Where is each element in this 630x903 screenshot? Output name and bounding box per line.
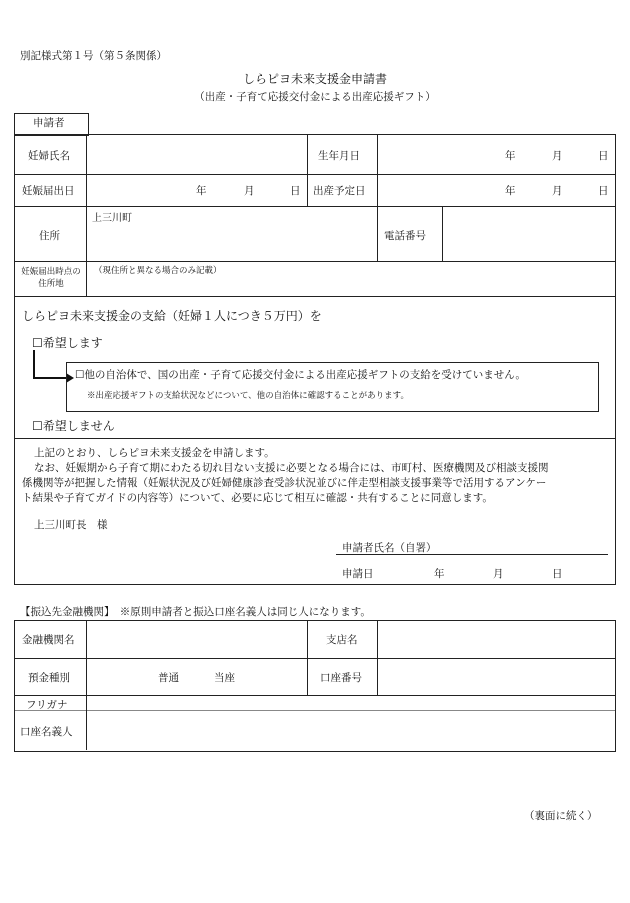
signature-label: 申請者氏名（自署） <box>342 542 437 554</box>
account-holder-label: 口座名義人 <box>20 726 73 738</box>
due-date-label: 出産予定日 <box>313 185 366 197</box>
pregnant-name-label: 妊婦氏名 <box>28 150 70 162</box>
birthdate-month: 月 <box>552 150 563 162</box>
furigana-label: フリガナ <box>26 699 68 711</box>
confirmation-box <box>66 362 599 412</box>
report-date-label: 妊娠届出日 <box>22 185 75 197</box>
account-number-field[interactable] <box>381 661 610 692</box>
prior-address-label: 妊娠届出時点の住所地 <box>21 267 81 290</box>
phone-field[interactable] <box>446 209 610 257</box>
applicant-section-label: 申請者 <box>33 117 65 129</box>
due-year: 年 <box>505 185 516 197</box>
declaration-line-1: 上記のとおり、しらピヨ未来支援金を申請します。 <box>34 447 275 459</box>
branch-label: 支店名 <box>326 634 358 646</box>
account-type-label: 預金種別 <box>28 672 70 684</box>
address-town-prefill: 上三川町 <box>92 213 132 224</box>
applicant-tab <box>14 113 89 136</box>
institution-field[interactable] <box>90 624 304 655</box>
due-month: 月 <box>552 185 563 197</box>
declaration-line-4: ト結果や子育てガイドの内容等）について、必要に応じて相互に確認・共有することに同意します。 <box>22 492 493 504</box>
signature-line[interactable] <box>336 554 608 555</box>
account-type-futsu[interactable]: 普通 <box>158 672 179 684</box>
birthdate-year: 年 <box>505 150 516 162</box>
account-number-label: 口座番号 <box>320 672 362 684</box>
pregnant-name-field[interactable] <box>90 138 304 172</box>
application-day: 日 <box>552 568 563 580</box>
continued-note: （裏面に続く） <box>524 810 598 822</box>
application-month: 月 <box>493 568 504 580</box>
phone-label: 電話番号 <box>384 230 426 242</box>
addressee: 上三川町長 様 <box>34 519 108 531</box>
application-date-label: 申請日 <box>342 568 374 580</box>
furigana-field[interactable] <box>90 697 610 709</box>
institution-label: 金融機関名 <box>22 634 75 646</box>
option-yes-checkbox[interactable]: ☐希望します <box>32 336 103 350</box>
declaration-line-2: なお、妊娠期から子育て期にわたる切れ目ない支援に必要となる場合には、市町村、医療機関及び相談支援関 <box>34 462 549 474</box>
due-day: 日 <box>598 185 609 197</box>
address-label: 住所 <box>39 230 60 242</box>
report-year: 年 <box>196 185 207 197</box>
birthdate-day: 日 <box>598 150 609 162</box>
form-title: しらピヨ未来支援金申請書 <box>242 72 387 86</box>
report-day: 日 <box>290 185 301 197</box>
declaration-line-3: 係機関等が把握した情報（妊娠状況及び妊婦健康診査受診状況並びに伴走型相談支援事業等で活用するアンケー <box>22 477 547 489</box>
report-month: 月 <box>244 185 255 197</box>
account-type-toza[interactable]: 当座 <box>214 672 235 684</box>
benefit-heading: しらピヨ未来支援金の支給（妊婦１人につき５万円）を <box>22 309 322 323</box>
application-year: 年 <box>434 568 445 580</box>
prior-address-note: （現住所と異なる場合のみ記載） <box>94 266 222 276</box>
option-no-checkbox[interactable]: ☐希望しません <box>32 419 115 433</box>
account-holder-field[interactable] <box>90 713 610 747</box>
confirm-checkbox[interactable]: ☐他の自治体で、国の出産・子育て応援交付金による出産応援ギフトの支給を受けていません。 <box>75 369 526 381</box>
form-reference: 別記様式第１号（第５条関係） <box>20 50 167 62</box>
confirm-note: ※出産応援ギフトの支給状況などについて、他の自治体に確認することがあります。 <box>87 391 409 401</box>
birthdate-label: 生年月日 <box>318 150 360 162</box>
branch-field[interactable] <box>381 624 610 655</box>
bank-heading: 【振込先金融機関】 ※原則申請者と振込口座名義人は同じ人になります。 <box>20 606 371 618</box>
form-subtitle: （出産・子育て応援交付金による出産応援ギフト） <box>194 91 436 103</box>
